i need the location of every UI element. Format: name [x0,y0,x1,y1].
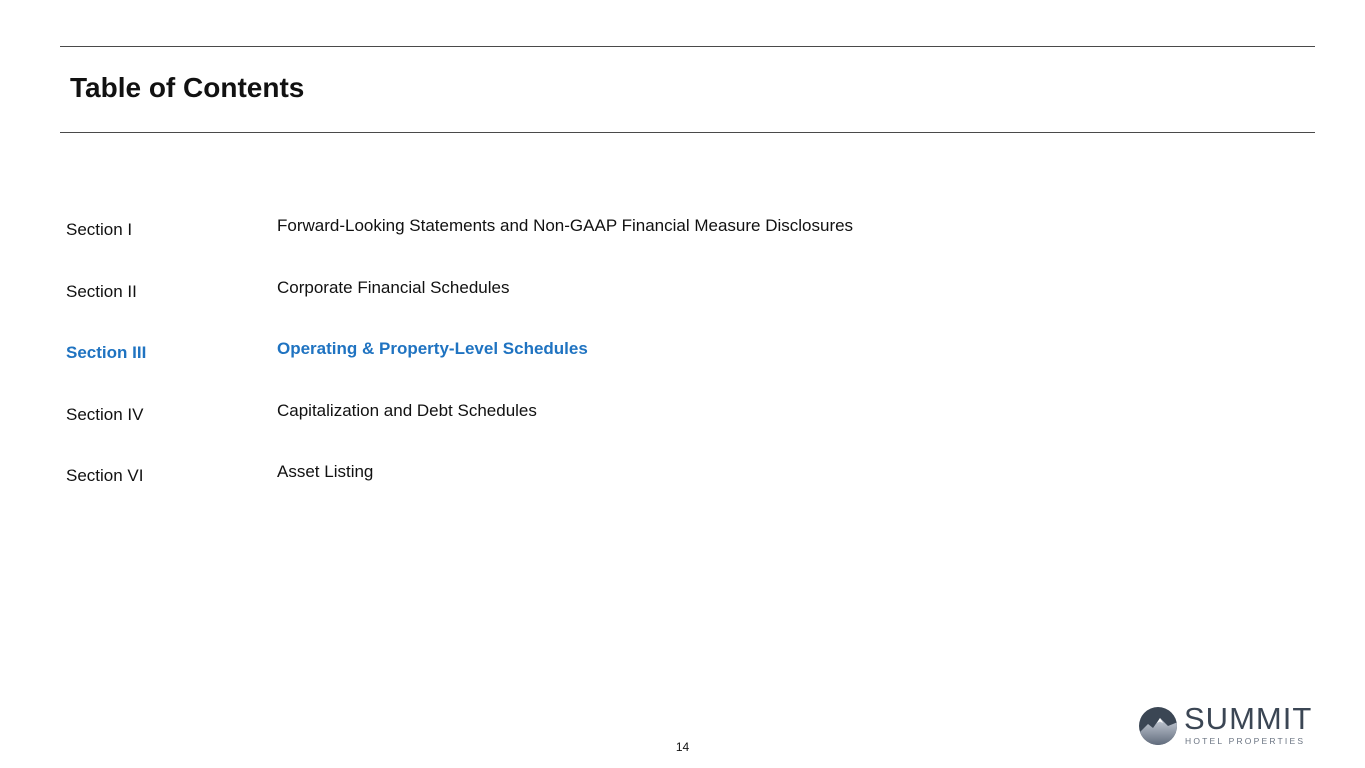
logo-tagline: HOTEL PROPERTIES [1185,736,1306,746]
toc-section-title[interactable]: Capitalization and Debt Schedules [277,401,537,420]
toc-section-label: Section I [66,220,133,239]
page-number: 14 [675,740,690,754]
toc-item-section-2[interactable] [0,275,1365,305]
page-title: Table of Contents [70,72,305,103]
toc-item-section-4[interactable] [0,398,1365,428]
toc-section-title[interactable]: Asset Listing [277,462,374,481]
mountain-logo-icon [1138,706,1178,746]
toc-section-title[interactable]: Operating & Property-Level Schedules [277,339,588,358]
toc-section-title[interactable]: Forward-Looking Statements and Non-GAAP Financial Measure Disclosures [277,216,854,235]
toc-section-label: Section VI [66,466,144,485]
summit-logo [1138,701,1316,748]
header-top-rule [60,46,1315,47]
toc-item-section-1[interactable] [0,213,1365,243]
toc-section-title[interactable]: Corporate Financial Schedules [277,278,510,297]
logo-wordmark: SUMMIT [1184,701,1313,736]
toc-section-label: Section IV [66,405,144,424]
toc-item-section-3[interactable] [0,336,1365,366]
toc-section-label: Section III [66,343,147,362]
toc-section-label: Section II [66,282,137,301]
header-bottom-rule [60,132,1315,133]
toc-item-section-6[interactable] [0,459,1365,489]
